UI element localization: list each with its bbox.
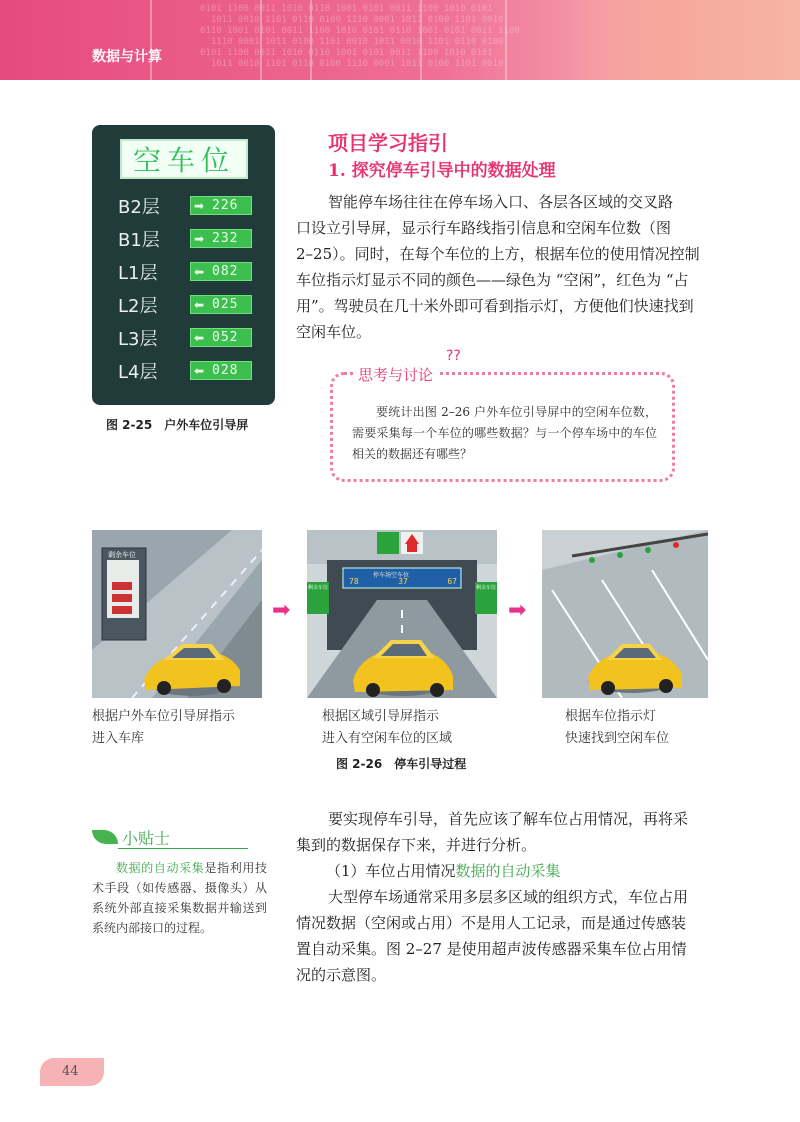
scene-caption xyxy=(565,706,669,750)
scene-caption xyxy=(322,706,452,750)
floor-indicator xyxy=(190,229,252,248)
chapter-title: 数据与计算 xyxy=(92,49,162,65)
free-count: 028 xyxy=(212,363,239,378)
scene-zone-illustration xyxy=(307,530,497,698)
free-count: 025 xyxy=(212,297,239,312)
free-count: 232 xyxy=(212,231,239,246)
arrow-right-icon: ➡ xyxy=(194,198,205,213)
arrow-right-icon: ➡ xyxy=(508,598,527,623)
caption-line: 根据户外车位引导屏指示 xyxy=(92,709,236,724)
scene-space-indicator xyxy=(542,530,708,698)
zone-sign-title: 停车场空车位 xyxy=(373,572,410,579)
caption-line: 根据车位指示灯 xyxy=(565,709,657,724)
arrow-right-icon: ➡ xyxy=(194,231,205,246)
floor-indicator xyxy=(190,196,252,215)
caption-line: 进入有空闲车位的区域 xyxy=(322,731,453,746)
text-line: 口设立引导屏，显示行车路线指引信息和空闲车位数（图 xyxy=(296,219,672,237)
tip-title: 小贴士 xyxy=(122,829,171,848)
free-count: 052 xyxy=(212,330,239,345)
figure-caption: 图 2-26 停车引导过程 xyxy=(336,757,467,771)
text-line: 情况数据（空闲或占用）不是用人工记录，而是通过传感装 xyxy=(296,914,687,932)
arrow-left-icon: ⬅ xyxy=(194,297,205,312)
discussion-title: 思考与讨论 xyxy=(354,364,437,385)
text-line: 大型停车场通常采用多层多区域的组织方式，车位占用 xyxy=(328,888,689,906)
floor-indicator xyxy=(190,328,252,347)
zone-count: 67 xyxy=(447,577,457,586)
text-line: 智能停车场往往在停车场入口、各层各区域的交叉路 xyxy=(328,193,674,211)
outdoor-sign-title: 剩余车位 xyxy=(108,551,136,559)
text-line: 用”。驾驶员在几十米外即可看到指示灯，方便他们快速找到 xyxy=(296,297,694,315)
arrow-left-icon: ⬅ xyxy=(194,264,205,279)
free-count: 082 xyxy=(212,264,239,279)
floor-name: L1层 xyxy=(118,263,158,284)
floor-row xyxy=(118,193,258,219)
page-number: 44 xyxy=(62,1064,79,1079)
item-prefix: （1）车位占用情况 xyxy=(326,862,456,880)
floor-indicator xyxy=(190,295,252,314)
scene-zone-sign xyxy=(307,530,497,698)
zone-count: 37 xyxy=(398,577,408,586)
screen-title: 空车位 xyxy=(120,139,248,179)
page-header-band xyxy=(0,0,800,80)
floor-row xyxy=(118,325,258,351)
text-line: 空闲车位。 xyxy=(296,323,372,341)
floor-row xyxy=(118,358,258,384)
text-line: 2–25）。同时，在每个车位的上方，根据车位的使用情况控制 xyxy=(296,245,700,263)
parking-guidance-screen xyxy=(92,125,275,405)
item-highlight: 数据的自动采集 xyxy=(455,862,561,880)
caption-line: 根据区域引导屏指示 xyxy=(322,709,440,724)
scene-caption xyxy=(92,706,235,750)
decorative-code-background: 0101 1100 0011 1010 0110 1001 0101 0011 1100 1010 0101 1011 0010 1101 0110 0100 1110 0001 1011 0100 1101 0010 0110 1001 0101 0011 1100 1010 0101 0110 1001 0101 0011 1100 1110 0001 1011 0100 1101 0010 1011 0010 1101 0110 0100 0101 1100 0011 1010 0110 1001 0101 0011 1100 1010 0101 1011 0010 1101 0110 0100 1110 0001 1011 0100 1101 0010 xyxy=(200,4,520,69)
scene-space-illustration xyxy=(542,530,708,698)
text-line: 集到的数据保存下来，并进行分析。 xyxy=(296,836,537,854)
tip-body: 是指利用技术手段（如传感器、摄像头）从系统外部直接采集数据并输送到系统内部接口的过程。 xyxy=(92,861,267,935)
floor-row xyxy=(118,226,258,252)
floor-indicator xyxy=(190,262,252,281)
page-number-badge xyxy=(40,1058,104,1086)
arrow-right-icon: ➡ xyxy=(272,598,291,623)
floor-name: B1层 xyxy=(118,230,160,251)
scene-outdoor-sign xyxy=(92,530,262,698)
question-marks-icon: ?? xyxy=(446,348,461,364)
floor-row xyxy=(118,259,258,285)
section-heading: 项目学习指引 xyxy=(328,131,448,155)
paragraph xyxy=(296,189,710,345)
item-heading xyxy=(296,858,710,884)
text-line: 车位指示灯显示不同的颜色——绿色为 “空闲”，红色为 “占 xyxy=(296,271,689,289)
discussion-text: 要统计出图 2–26 户外车位引导屏中的空闲车位数，需要采集每一个车位的哪些数据？与一个停车场中的车位相关的数据还有哪些？ xyxy=(352,405,657,461)
floor-name: L2层 xyxy=(118,296,158,317)
text-line: 要实现停车引导，首先应该了解车位占用情况，再将采 xyxy=(328,810,689,828)
leaf-icon xyxy=(92,830,118,844)
caption-line: 进入车库 xyxy=(92,731,145,746)
tip-text xyxy=(92,858,267,938)
paragraph xyxy=(296,806,710,988)
text-line: 况的示意图。 xyxy=(296,966,387,984)
floor-indicator xyxy=(190,361,252,380)
text-line: 置自动采集。图 2–27 是使用超声波传感器采集车位占用情 xyxy=(296,940,687,958)
floor-row xyxy=(118,292,258,318)
right-side-sign: 剩余车位 xyxy=(476,585,497,591)
caption-line: 快速找到空闲车位 xyxy=(565,731,670,746)
header-orange-block xyxy=(570,0,800,80)
subsection-heading: 1. 探究停车引导中的数据处理 xyxy=(328,161,556,181)
zone-count: 78 xyxy=(349,577,359,586)
free-count: 226 xyxy=(212,198,239,213)
left-side-sign: 剩余车位 xyxy=(308,585,329,591)
tip-highlight: 数据的自动采集 xyxy=(116,861,205,875)
arrow-left-icon: ⬅ xyxy=(194,363,205,378)
floor-name: B2层 xyxy=(118,197,160,218)
floor-name: L4层 xyxy=(118,362,158,383)
floor-name: L3层 xyxy=(118,329,158,350)
zone-sign-counts xyxy=(349,577,457,586)
divider xyxy=(118,848,248,849)
arrow-left-icon: ⬅ xyxy=(194,330,205,345)
figure-caption: 图 2-25 户外车位引导屏 xyxy=(106,418,249,432)
